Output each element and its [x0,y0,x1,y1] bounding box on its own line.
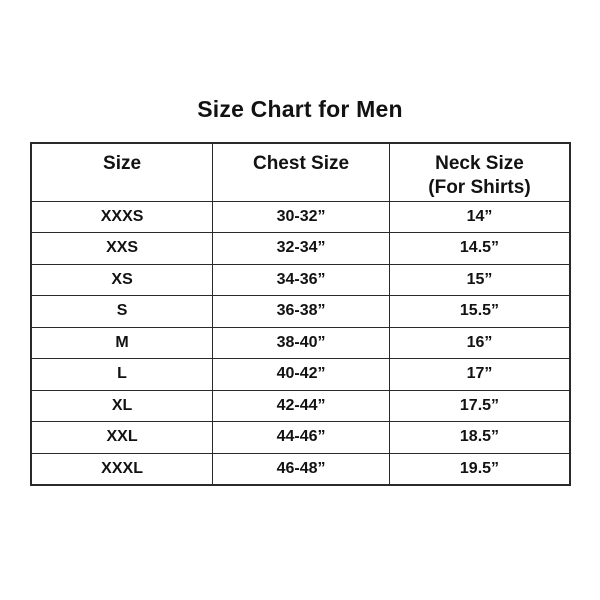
cell-size: XXS [31,233,213,265]
table-row [31,359,570,391]
header-neck-line1: Neck Size [435,153,524,174]
cell-neck: 19.5” [389,453,570,485]
cell-size: M [31,327,213,359]
table-row [31,390,570,422]
cell-size: XS [31,264,213,296]
header-cell-chest: Chest Size [213,143,390,201]
table-row [31,264,570,296]
cell-chest: 46-48” [213,453,390,485]
cell-neck: 15” [389,264,570,296]
cell-neck: 18.5” [389,422,570,454]
cell-chest: 34-36” [213,264,390,296]
cell-chest: 32-34” [213,233,390,265]
size-chart-table [30,142,571,486]
cell-chest: 40-42” [213,359,390,391]
cell-neck: 17.5” [389,390,570,422]
cell-size: L [31,359,213,391]
cell-size: XXXL [31,453,213,485]
cell-size: XXXS [31,201,213,233]
cell-neck: 14” [389,201,570,233]
table-row [31,296,570,328]
table-row [31,327,570,359]
cell-neck: 14.5” [389,233,570,265]
cell-size: S [31,296,213,328]
table-row [31,453,570,485]
cell-neck: 16” [389,327,570,359]
cell-chest: 36-38” [213,296,390,328]
cell-neck: 15.5” [389,296,570,328]
cell-chest: 44-46” [213,422,390,454]
cell-chest: 30-32” [213,201,390,233]
header-cell-size: Size [31,143,213,201]
cell-neck: 17” [389,359,570,391]
header-cell-neck [389,143,570,201]
header-neck-line2: (For Shirts) [428,176,531,198]
table-row [31,233,570,265]
cell-chest: 38-40” [213,327,390,359]
cell-size: XXL [31,422,213,454]
cell-size: XL [31,390,213,422]
table-header-row [31,143,570,201]
table-row [31,422,570,454]
table-row [31,201,570,233]
page-title: Size Chart for Men [197,96,403,122]
cell-chest: 42-44” [213,390,390,422]
